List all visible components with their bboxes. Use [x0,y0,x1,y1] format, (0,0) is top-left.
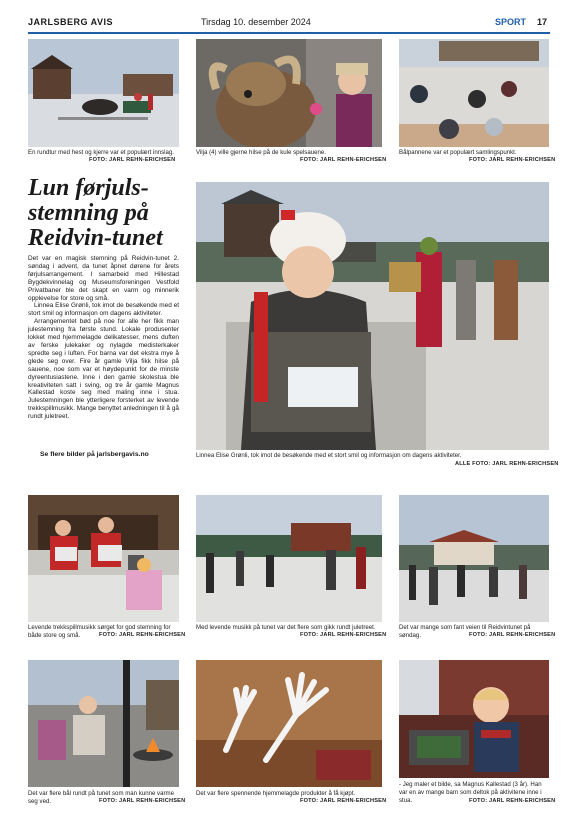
photo-credit: FOTO: JARL REHN-ERICHSEN [300,632,387,638]
photo-painting-boy [399,660,549,778]
page-header [28,14,550,34]
photo-fire-pans [399,39,549,147]
photo-credit: FOTO: JARL REHN-ERICHSEN [469,157,556,163]
photo-caption: Det var flere bål rundt på tunet som man kunne varme seg ved. [28,790,174,805]
article-paragraph: Det var en magisk stemning på Reidvin-tunet 2. søndag i advent, da tunet åpnet dørene for årets førjulsarrangement. I samarbeid med Hillestad Bygdekvinnelag og Museumsforeningen Vestfold Privatbaner ble det skapt en varm og minnerik opplevelse for store og små. [28,255,179,302]
photo-credit: ALLE FOTO: JARL REHN-ERICHSEN [455,461,559,467]
photo-caption: Det var mange som fant veien til Reidvintunet på søndag. [399,624,531,639]
photo-caption: Med levende musikk på tunet var det flere som gikk rundt juletreet. [196,624,376,631]
article-paragraph: Linnea Elise Grønli, tok imot de besøkende med et stort smil og informasjon om dagens aktiviteter. [28,302,179,318]
page-number: 17 [537,17,548,27]
photo-caption: Det var flere spennende hjemmelagde produkter å få kjøpt. [196,790,356,797]
article-paragraph: Arrangementet bød på noe for alle her fikk man julestemning fra første stund. Lokale produsenter lokket med hjemmelagde delikatesser, mens duften av ferske julekaker og nylagde medisterkaker spredte seg i luften. For barna var det ekstra mye å glede seg over. Fire år gamle Vilja fikk hilse på sauene, noe som var et høydepunkt for de minste dyreentusiastene. Inne i den gamle skolestua ble kreativiteten satt i sving, og tre år gamle Magnus Kallestad koste seg med maling inne i stua. Julestemningen ble ytterligere forsterket av levende trekkspillmusikk. Mange benyttet anledningen til å gå rundt juletreet. [28,318,179,421]
photo-caption: Vilja (4) ville gjerne hilse på de kule spelsauene. [196,149,326,156]
photo-credit: FOTO: JARL REHN-ERICHSEN [89,157,176,163]
more-photos-link[interactable]: Se flere bilder på jarlsbergavis.no [40,451,149,458]
photo-caption: Levende trekkspillmusikk sørget for god stemning for både store og små. [28,624,171,639]
photo-christmas-tree-walk [196,495,382,622]
photo-caption: - Jeg maler et bilde, sa Magnus Kallestad (3 år). Han var en av mange barn som deltok på aktivitene inne i stua. [399,781,542,804]
photo-bonfire [28,660,179,787]
photo-caption: Linnea Elise Grønli, tok imot de besøkende med et stort smil og informasjon om dagens aktiviteter. [196,452,462,459]
photo-sheep-girl [196,39,382,147]
newspaper-name: JARLSBERG AVIS [28,17,114,27]
article-body [28,255,179,421]
photo-handmade-products [196,660,382,787]
photo-crowd [399,495,549,622]
section-label: SPORT [495,17,527,27]
issue-date: Tirsdag 10. desember 2024 [201,17,311,27]
photo-credit: FOTO: JARL REHN-ERICHSEN [99,798,186,804]
photo-caption: Bålpannene var et populært samlingspunkt. [399,149,517,156]
photo-caption: En rundtur med hest og kjerre var et populært innslag. [28,149,174,156]
photo-horse-cart [28,39,179,147]
photo-credit: FOTO: JARL REHN-ERICHSEN [99,632,186,638]
photo-accordion [28,495,179,622]
photo-credit: FOTO: JARL REHN-ERICHSEN [300,157,387,163]
article-headline: Lun førjuls-stemning på Reidvin-tunet [28,175,163,251]
photo-main-linnea [196,182,549,450]
photo-credit: FOTO: JARL REHN-ERICHSEN [469,632,556,638]
photo-credit: FOTO: JARL REHN-ERICHSEN [469,798,556,804]
photo-credit: FOTO: JARL REHN-ERICHSEN [300,798,387,804]
